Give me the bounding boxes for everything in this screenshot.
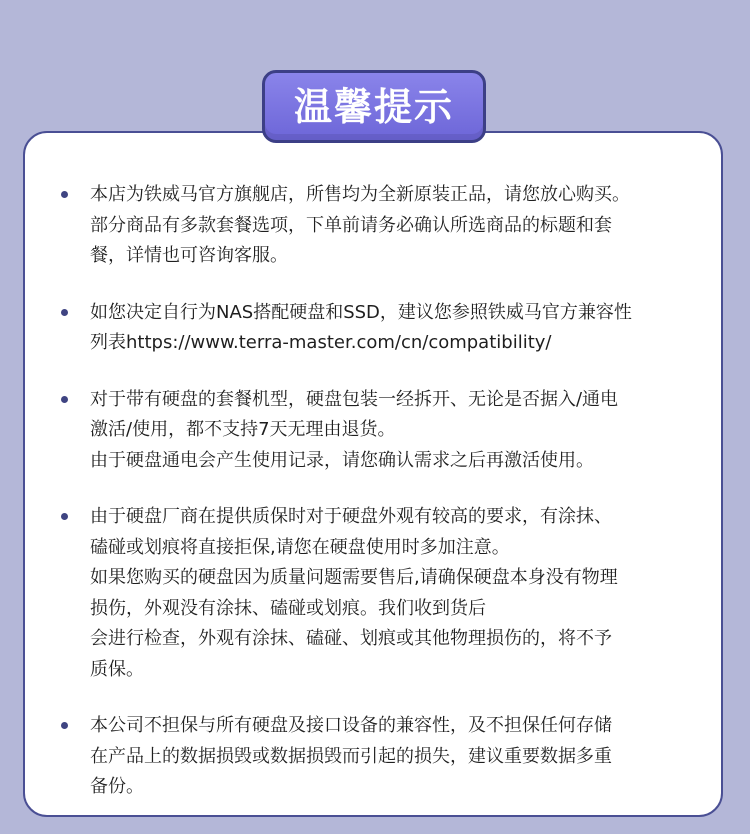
- notice-line: 由于硬盘厂商在提供质保时对于硬盘外观有较高的要求，有涂抹、: [90, 506, 612, 527]
- notice-line: 本店为铁威马官方旗舰店，所售均为全新原装正品，请您放心购买。: [90, 184, 630, 205]
- notice-item: [58, 180, 698, 272]
- notice-line: 会进行检查，外观有涂抹、磕碰、划痕或其他物理损伤的，将不予: [90, 628, 612, 649]
- notice-line: 列表https://www.terra-master.com/cn/compatibility/: [90, 332, 552, 353]
- bullet-icon: [61, 513, 68, 520]
- notice-list: [58, 180, 698, 829]
- notice-line: 在产品上的数据损毁或数据损毁而引起的损失，建议重要数据多重: [90, 745, 612, 767]
- bullet-icon: [61, 309, 68, 316]
- notice-line: 损伤，外观没有涂抹、磕碰或划痕。我们收到货后: [90, 597, 486, 619]
- notice-line: 磕碰或划痕将直接拒保,请您在硬盘使用时多加注意。: [90, 536, 510, 558]
- notice-line: 本公司不担保与所有硬盘及接口设备的兼容性，及不担保任何存储: [90, 715, 612, 736]
- notice-item: [58, 385, 698, 477]
- title-badge: [262, 70, 486, 143]
- bullet-icon: [61, 396, 68, 403]
- notice-line: 如果您购买的硬盘因为质量问题需要售后,请确保硬盘本身没有物理: [90, 567, 618, 588]
- notice-line: 质保。: [90, 658, 144, 680]
- notice-line: 如您决定自行为NAS搭配硬盘和SSD，建议您参照铁威马官方兼容性: [90, 301, 632, 323]
- notice-line: 餐，详情也可咨询客服。: [90, 245, 288, 266]
- notice-item: [58, 298, 698, 359]
- notice-line: 备份。: [90, 776, 144, 797]
- notice-line: 由于硬盘通电会产生使用记录，请您确认需求之后再激活使用。: [90, 449, 594, 471]
- notice-line: 对于带有硬盘的套餐机型，硬盘包装一经拆开、无论是否据入/通电: [90, 388, 619, 410]
- notice-item: [58, 711, 698, 803]
- page-title: 温馨提示: [293, 84, 454, 129]
- bullet-icon: [61, 722, 68, 729]
- notice-line: 激活/使用，都不支持7天无理由退货。: [90, 419, 396, 440]
- notice-item: [58, 502, 698, 685]
- bullet-icon: [61, 191, 68, 198]
- notice-line: 部分商品有多款套餐选项，下单前请务必确认所选商品的标题和套: [90, 214, 612, 236]
